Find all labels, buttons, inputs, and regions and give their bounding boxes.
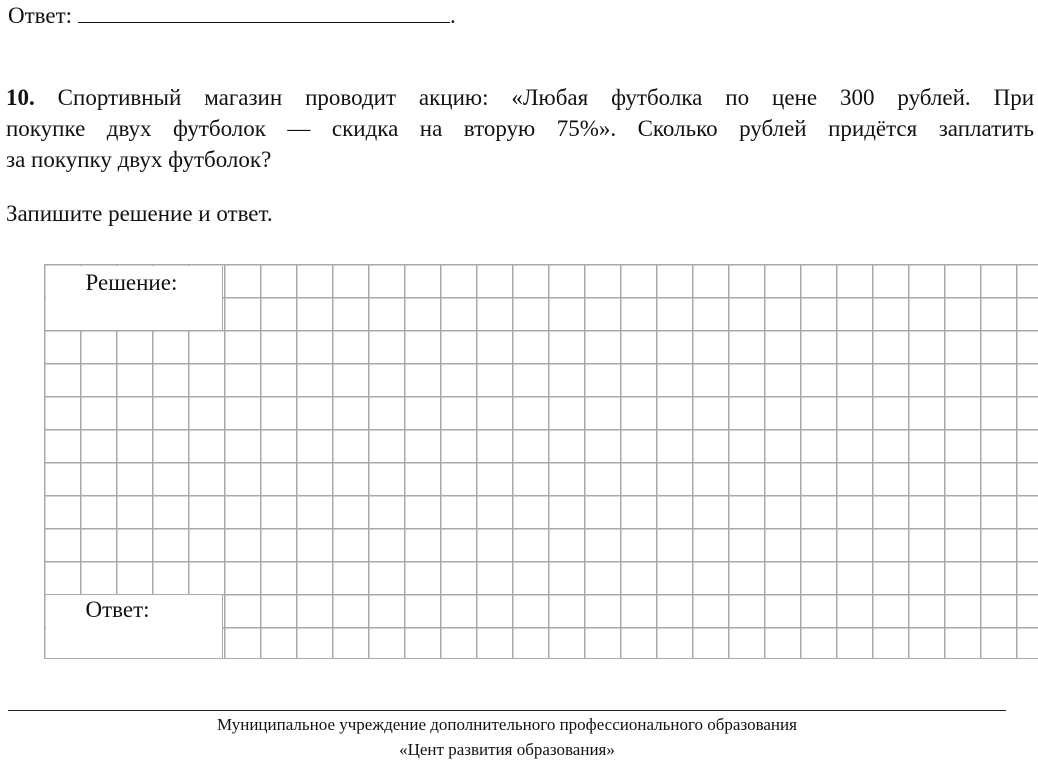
- answer-grid[interactable]: [44, 264, 1038, 659]
- answer-label-box: [46, 594, 223, 658]
- answer-label: Ответ:: [85, 597, 150, 622]
- task-text: [6, 82, 1034, 175]
- task-number: 10.: [6, 85, 35, 110]
- footer-line-2: «Цент развития образования»: [399, 740, 615, 759]
- task-instruction: Запишите решение и ответ.: [6, 201, 273, 226]
- solution-label: Решение:: [85, 269, 178, 295]
- task-line-2: покупке двух футболок — скидка на вторую 75%». Сколько рублей придётся заплатить: [6, 116, 1034, 141]
- footer-line-1: Муниципальное учреждение дополнительного профессионального образования: [217, 715, 797, 734]
- previous-answer-label: Ответ:: [8, 3, 73, 28]
- previous-answer-blank[interactable]: [78, 2, 450, 23]
- footer-divider: [8, 710, 1006, 711]
- solution-label-box: [46, 266, 223, 331]
- task-line-1: [6, 82, 1034, 113]
- task-line-3: за покупку двух футболок?: [6, 147, 272, 172]
- task-line-1-text: Спортивный магазин проводит акцию: «Любая футболка по цене 300 рублей. При: [57, 85, 1034, 110]
- previous-answer-field: [8, 2, 456, 30]
- footer: [0, 712, 1014, 762]
- previous-answer-end-mark: .: [450, 3, 456, 28]
